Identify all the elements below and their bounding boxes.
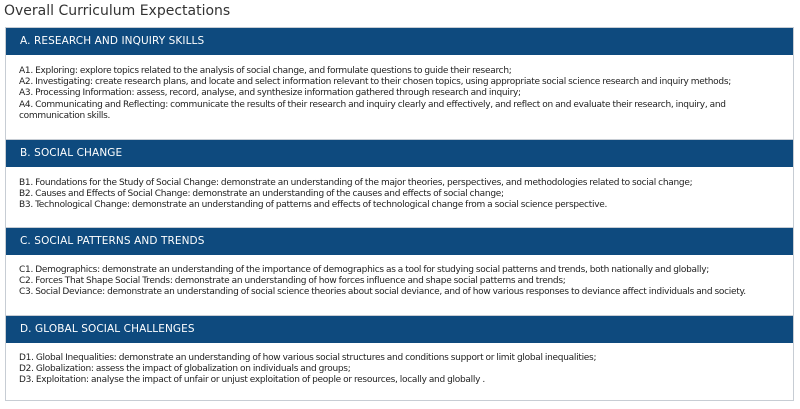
expectation-a4: A4. Communicating and Reflecting: communicate the results of their research and inquiry clearly and effectively, and reflect on and evaluate their research, inquiry, and communication skills. [19,99,726,121]
section-header-research-and-inquiry-skills: A. RESEARCH AND INQUIRY SKILLS [6,28,793,55]
section-body-social-change [6,178,793,212]
expectation-c2: C2. Forces That Shape Social Trends: demonstrate an understanding of how forces influence and shape social patterns and trends; [19,276,566,287]
expectation-c1: C1. Demographics: demonstrate an understanding of the importance of demographics as a tool for studying social patterns and trends, both nationally and globally; [19,265,709,275]
section-header-global-social-challenges: D. GLOBAL SOCIAL CHALLENGES [6,316,793,343]
section-header-social-patterns-and-trends: C. SOCIAL PATTERNS AND TRENDS [6,228,793,255]
expectation-b3: B3. Technological Change: demonstrate an understanding of patterns and effects of technological change from a social science perspective. [19,200,608,211]
expectation-b2: B2. Causes and Effects of Social Change: demonstrate an understanding of the causes and effects of social change; [19,189,504,200]
section-header-social-change: B. SOCIAL CHANGE [6,140,793,167]
expectation-d1: D1. Global Inequalities: demonstrate an understanding of how various social structures and conditions support or limit global inequalities; [19,353,597,363]
section-body-research-and-inquiry-skills [6,66,793,122]
section-body-global-social-challenges [6,353,793,387]
expectation-d3: D3. Exploitation: analyse the impact of unfair or unjust exploitation of people or resources, locally and globally . [19,375,485,386]
expectation-c3: C3. Social Deviance: demonstrate an understanding of social science theories about social deviance, and of how various responses to deviance affect individuals and society. [19,287,746,298]
expectation-a3: A3. Processing Information: assess, record, analyse, and synthesize information gathered through research and inquiry; [19,88,521,99]
expectations-table [5,27,794,401]
expectation-d2: D2. Globalization: assess the impact of globalization on individuals and groups; [19,364,351,375]
page-title: Overall Curriculum Expectations [4,3,231,19]
expectation-b1: B1. Foundations for the Study of Social Change: demonstrate an understanding of the major theories, perspectives, and methodologies related to social change; [19,178,693,188]
expectation-a2: A2. Investigating: create research plans, and locate and select information relevant to their chosen topics, using appropriate social science research and inquiry methods; [19,77,731,88]
expectation-a1: A1. Exploring: explore topics related to the analysis of social change, and formulate questions to guide their research; [19,66,512,76]
section-body-social-patterns-and-trends [6,265,793,299]
